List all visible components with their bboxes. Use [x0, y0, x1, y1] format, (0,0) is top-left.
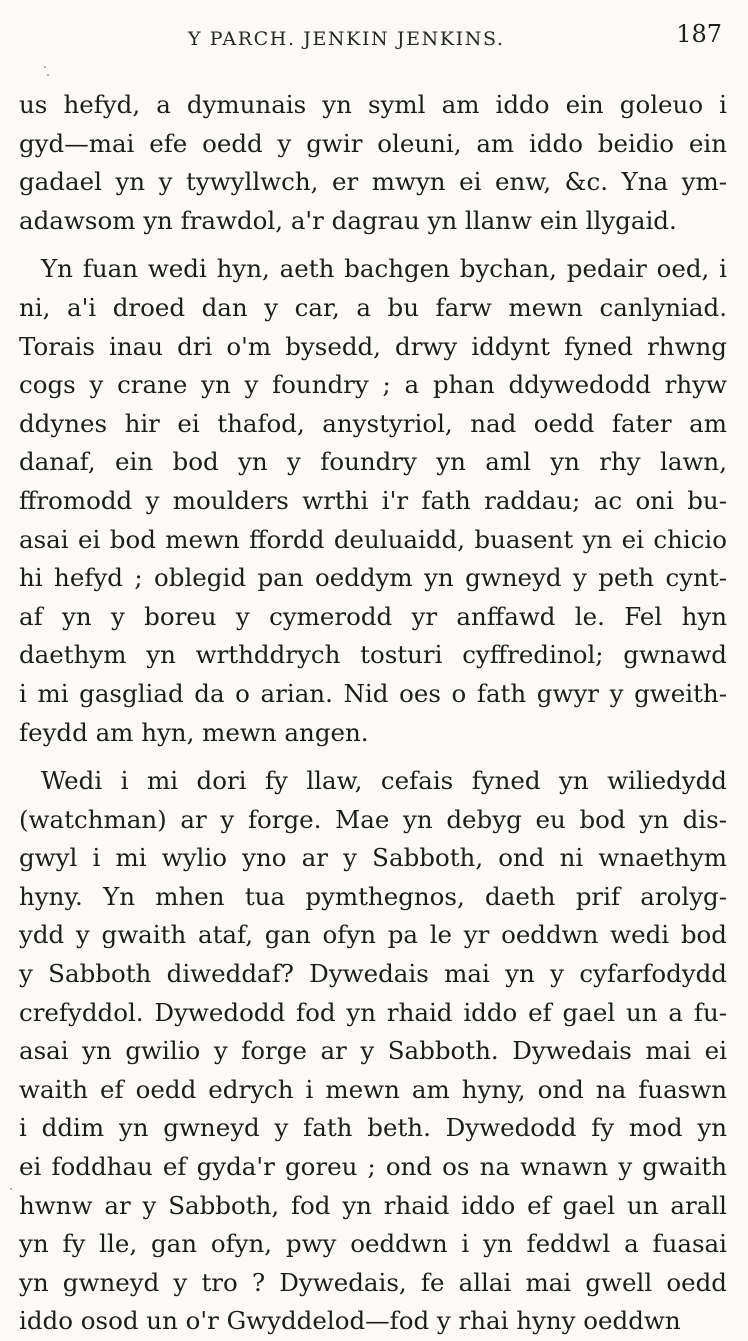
text-line: hyny. Yn mhen tua pymthegnos, daeth prif arolyg- — [19, 881, 727, 911]
text-line: yn gwneyd y tro ? Dywedais, fe allai mai gwell oedd — [19, 1267, 727, 1297]
paragraph — [19, 250, 727, 752]
text-line: danaf, ein bod yn y foundry yn aml yn rhy lawn, — [19, 447, 727, 477]
text-line: gwyl i mi wylio yno ar y Sabboth, ond ni wnaethym — [19, 843, 727, 873]
text-line: crefyddol. Dywedodd fod yn rhaid iddo ef gael un a fu- — [19, 997, 727, 1027]
text-line: y Sabboth diweddaf? Dywedais mai yn y cyfarfodydd — [19, 959, 727, 989]
text-line: asai yn gwilio y forge ar y Sabboth. Dywedais mai ei — [19, 1036, 727, 1066]
text-line: adawsom yn frawdol, a'r dagrau yn llanw ein llygaid. — [19, 205, 677, 235]
text-line: ni, a'i droed dan y car, a bu farw mewn canlyniad. — [19, 292, 727, 322]
running-head: Y PARCH. JENKIN JENKINS. — [188, 28, 505, 50]
paragraph — [19, 86, 727, 240]
text-line: gyd—mai efe oedd y gwir oleuni, am iddo beidio ein — [19, 128, 727, 158]
text-line: hi hefyd ; oblegid pan oeddym yn gwneyd y peth cynt- — [19, 563, 727, 593]
text-line: cogs y crane yn y foundry ; a phan ddywedodd rhyw — [19, 370, 727, 400]
page-number: 187 — [676, 20, 722, 48]
text-line: daethym yn wrthddrych tosturi cyffredinol; gwnawd — [19, 640, 727, 670]
text-line: us hefyd, a dymunais yn syml am iddo ein goleuo i — [19, 90, 727, 119]
paper-speck — [10, 1188, 12, 1190]
text-line: yn fy lle, gan ofyn, pwy oeddwn i yn feddwl a fuasai — [19, 1229, 727, 1259]
text-line: i ddim yn gwneyd y fath beth. Dywedodd fy mod yn — [19, 1113, 727, 1143]
paragraph — [19, 762, 727, 1341]
text-line: ffromodd y moulders wrthi i'r fath raddau; ac oni bu- — [19, 485, 727, 515]
page-body — [19, 86, 727, 1341]
text-line: feydd am hyn, mewn angen. — [19, 717, 369, 747]
text-line: asai ei bod mewn ffordd deuluaidd, buasent yn ei chicio — [19, 524, 727, 554]
text-line: i mi gasgliad da o arian. Nid oes o fath gwyr y gweith- — [19, 678, 727, 708]
paper-speck — [47, 74, 49, 76]
text-line: hwnw ar y Sabboth, fod yn rhaid iddo ef gael un arall — [19, 1190, 727, 1220]
text-line: Torais inau dri o'm bysedd, drwy iddynt fyned rhwng — [19, 331, 727, 361]
paper-speck — [44, 66, 46, 68]
text-line: gadael yn y tywyllwch, er mwyn ei enw, &c. Yna ym- — [19, 167, 727, 197]
text-line: Yn fuan wedi hyn, aeth bachgen bychan, pedair oed, i — [41, 254, 727, 284]
page-header — [0, 20, 748, 56]
text-line: iddo osod un o'r Gwyddelod—fod y rhai hyny oeddwn — [19, 1306, 681, 1336]
text-line: af yn y boreu y cymerodd yr anffawd le. Fel hyn — [19, 601, 727, 631]
text-line: (watchman) ar y forge. Mae yn debyg eu bod yn dis- — [19, 804, 727, 834]
text-line: ydd y gwaith ataf, gan ofyn pa le yr oeddwn wedi bod — [19, 920, 727, 950]
text-line: Wedi i mi dori fy llaw, cefais fyned yn wiliedydd — [41, 766, 727, 796]
text-line: ddynes hir ei thafod, anystyriol, nad oedd fater am — [19, 408, 727, 438]
text-line: waith ef oedd edrych i mewn am hyny, ond na fuaswn — [19, 1074, 727, 1104]
text-line: ei foddhau ef gyda'r goreu ; ond os na wnawn y gwaith — [19, 1152, 727, 1182]
